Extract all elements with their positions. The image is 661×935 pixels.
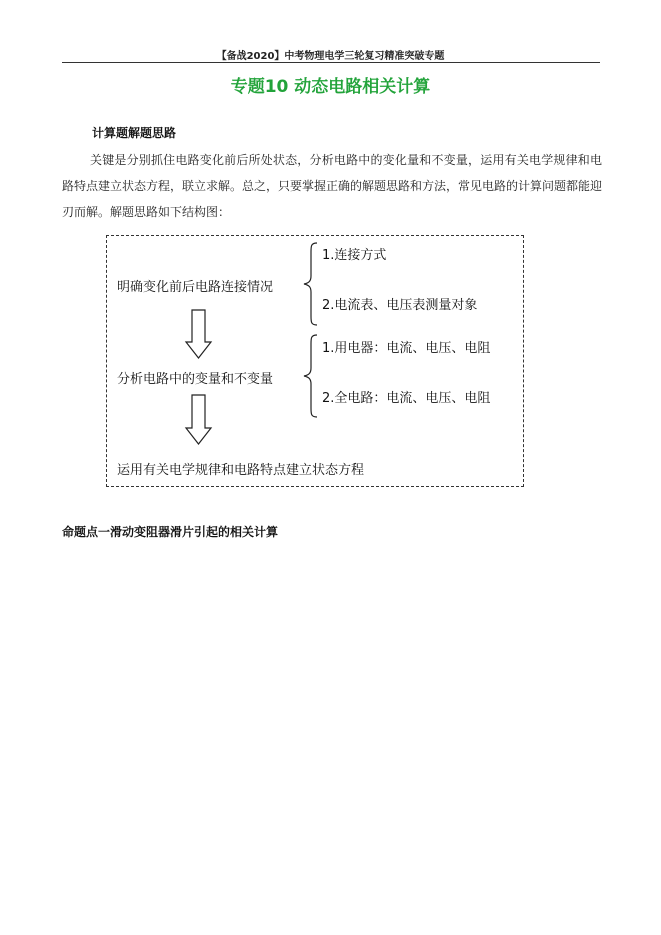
flow-step-2-item-1: 1.用电器：电流、电压、电阻 <box>322 341 491 356</box>
flow-step-3: 运用有关电学规律和电路特点建立状态方程 <box>117 463 365 478</box>
flow-step-2-item-2: 2.全电路：电流、电压、电阻 <box>322 391 491 406</box>
intro-paragraph: 关键是分别抓住电路变化前后所处状态，分析电路中的变化量和不变量，运用有关电学规律和电路特点建立状态方程，联立求解。总之，只要掌握正确的解题思路和方法，常见电路的计算问题都能迎刃而解。解题思路如下结构图： <box>62 153 603 219</box>
flow-step-1-item-1: 1.连接方式 <box>322 248 387 263</box>
down-arrow-icon <box>186 395 211 444</box>
page-header: 【备战2020】中考物理电学三轮复习精准突破专题 <box>216 51 445 62</box>
section-heading: 计算题解题思路 <box>92 126 177 140</box>
flow-step-2: 分析电路中的变量和不变量 <box>117 372 274 387</box>
flow-step-1-item-2: 2.电流表、电压表测量对象 <box>322 298 478 313</box>
brace-icon <box>304 335 317 417</box>
page-title: 专题10 动态电路相关计算 <box>230 77 431 97</box>
flow-step-1: 明确变化前后电路连接情况 <box>117 280 274 295</box>
topic-heading: 命题点一滑动变阻器滑片引起的相关计算 <box>62 525 279 539</box>
down-arrow-icon <box>186 310 211 358</box>
brace-icon <box>304 243 317 325</box>
